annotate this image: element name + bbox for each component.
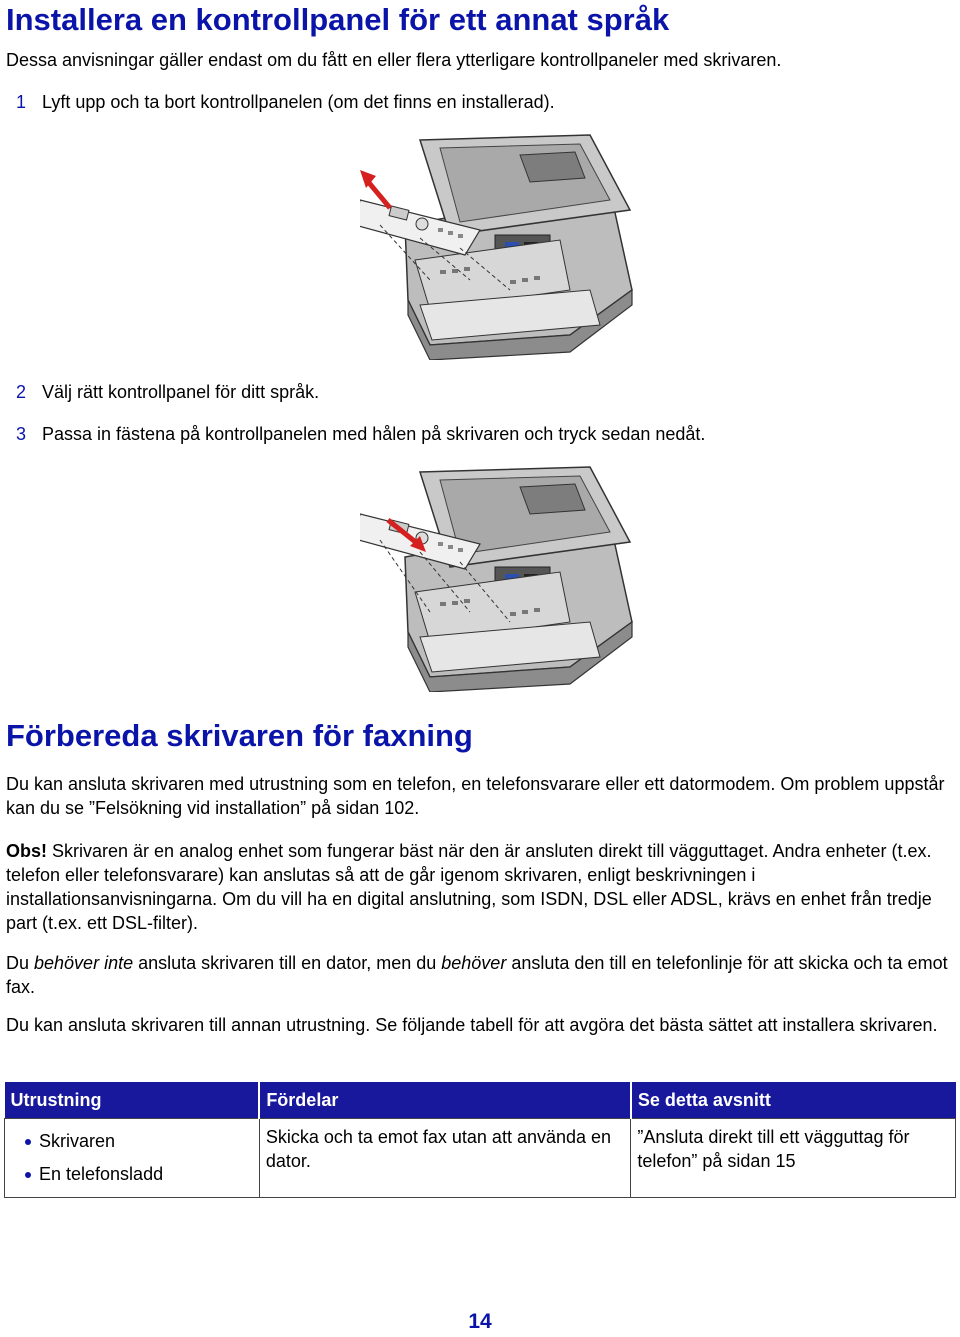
equipment-list <box>11 1125 253 1191</box>
printer-insert-panel-illustration <box>360 462 650 692</box>
col-header-equipment: Utrustning <box>5 1082 260 1119</box>
step-number: 2 <box>16 382 27 402</box>
page-title: Installera en kontrollpanel för ett annat språk <box>6 2 670 37</box>
requirement-paragraph <box>6 951 956 999</box>
text-run: ansluta skrivaren till en dator, men du <box>133 953 442 973</box>
list-item: En telefonsladd <box>27 1158 253 1191</box>
intro-text: Dessa anvisningar gäller endast om du fått en eller flera ytterligare kontrollpaneler med skrivaren. <box>6 50 782 70</box>
step-number: 1 <box>16 92 27 112</box>
note-label: Obs! <box>6 841 48 861</box>
benefits-cell: Skicka och ta emot fax utan att använda en dator. <box>259 1119 631 1198</box>
col-header-see-section: Se detta avsnitt <box>631 1082 956 1119</box>
step-2 <box>16 382 319 403</box>
col-header-benefits: Fördelar <box>259 1082 631 1119</box>
step-text: Passa in fästena på kontrollpanelen med hålen på skrivaren och tryck sedan nedåt. <box>42 424 706 444</box>
section-title: Förbereda skrivaren för faxning <box>6 718 473 753</box>
emphasis-text: behöver inte <box>34 953 134 973</box>
printer-lift-panel-illustration <box>360 130 650 360</box>
list-item: Skrivaren <box>27 1125 253 1158</box>
table-row <box>5 1119 956 1198</box>
intro-paragraph: Du kan ansluta skrivaren med utrustning som en telefon, en telefonsvarare eller ett datormodem. Om problem uppstår kan du se ”Felsökning vid installation” på sidan 102. <box>6 774 945 818</box>
step-1 <box>16 92 555 113</box>
emphasis-text: behöver <box>441 953 507 973</box>
table-intro-paragraph: Du kan ansluta skrivaren till annan utrustning. Se följande tabell för att avgöra det bästa sättet att installera skrivaren. <box>6 1015 938 1035</box>
text-run: Du <box>6 953 35 973</box>
page-number: 14 <box>468 1310 492 1333</box>
see-section-link[interactable]: ”Ansluta direkt till ett vägguttag för telefon” på sidan 15 <box>631 1119 956 1198</box>
note-paragraph <box>6 839 956 935</box>
step-text: Välj rätt kontrollpanel för ditt språk. <box>42 382 320 402</box>
table-header-row <box>5 1082 956 1119</box>
step-number: 3 <box>16 424 27 444</box>
text-run: ansluta den till en telefonlinje för att skicka och ta emot fax. <box>6 953 948 997</box>
step-text: Lyft upp och ta bort kontrollpanelen (om det finns en installerad). <box>42 92 555 112</box>
equipment-table <box>4 1082 956 1198</box>
equipment-cell <box>5 1119 260 1198</box>
step-3 <box>16 424 705 445</box>
note-text: Skrivaren är en analog enhet som fungerar bäst när den är ansluten direkt till vägguttaget. Andra enheter (t.ex. telefon eller telefonsvarare) kan anslutas så att de går igenom skrivaren, enligt beskrivningen i installationsanvisningarna. Om du vill ha en digital anslutning, som ISDN, DSL eller ADSL, krävs en enhet från tredje part (t.ex. ett DSL-filter). <box>6 841 932 933</box>
